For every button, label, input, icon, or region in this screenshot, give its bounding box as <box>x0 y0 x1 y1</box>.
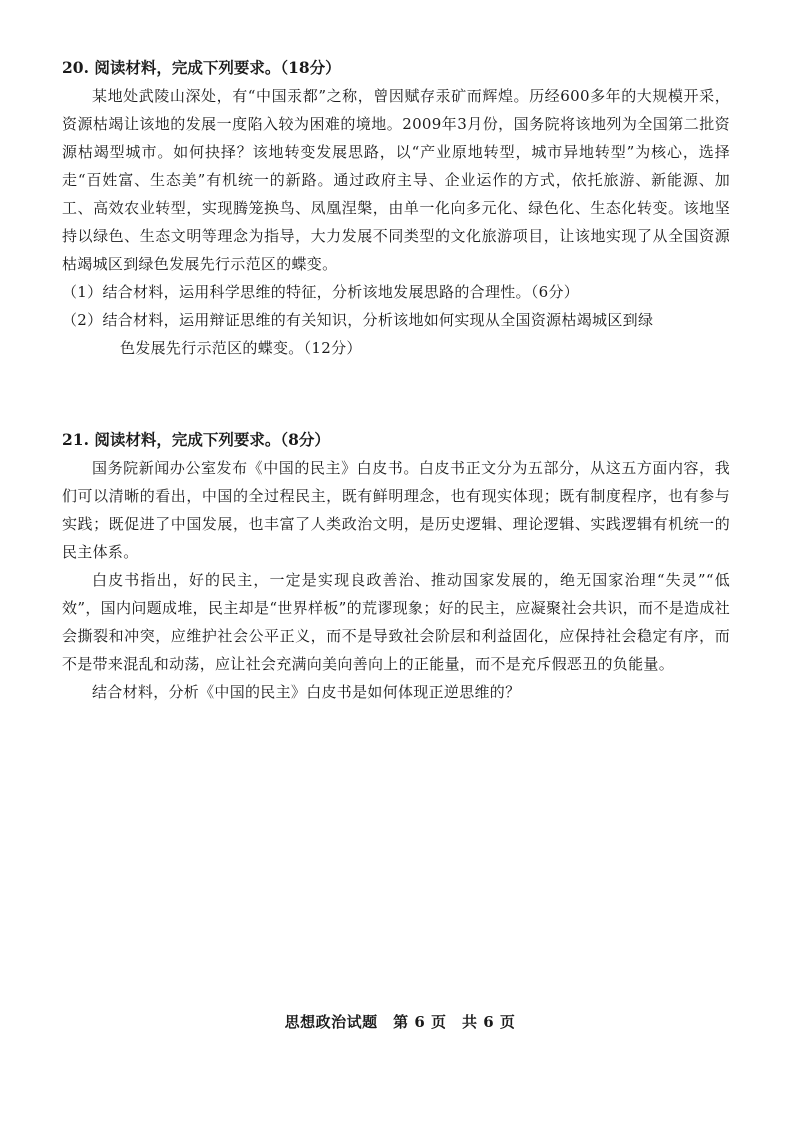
question-20-sub-2-line-1: （2）结合材料，运用辩证思维的有关知识，分析该地如何实现从全国资源枯竭城区到绿 <box>62 311 654 329</box>
page-footer: 思想政治试题 第 6 页 共 6 页 <box>284 1013 516 1031</box>
question-20-heading: 20. 阅读材料，完成下列要求。（18分） <box>62 58 341 77</box>
question-20-material: 某地处武陵山深处，有“中国汞都”之称，曾因赋存汞矿而辉煌。历经600多年的大规模开采，资源枯竭让该地的发展一度陷入较为困难的境地。2009年3月份，国务院将该地列为全国第二批资源枯竭型城市。如何抉择？该地转变发展思路，以“产业原地转型，城市异地转型”为核心，选择走“百姓富、生态美”有机统一的新路。通过政府主导、企业运作的方式，依托旅游、新能源、加工、高效农业转型，实现腾笼换鸟、凤凰涅槃，由单一化向多元化、绿色化、生态化转变。该地坚持以绿色、生态文明等理念为指导，大力发展不同类型的文化旅游项目，让该地实现了从全国资源枯竭城区到绿色发展先行示范区的蝶变。 <box>62 87 730 273</box>
question-20-sub-1: （1）结合材料，运用科学思维的特征，分析该地发展思路的合理性。（6分） <box>62 283 580 301</box>
question-21 <box>62 426 730 706</box>
question-21-paragraph-1: 国务院新闻办公室发布《中国的民主》白皮书。白皮书正文分为五部分，从这五方面内容，我们可以清晰的看出，中国的全过程民主，既有鲜明理念，也有现实体现；既有制度程序，也有参与实践；既促进了中国发展，也丰富了人类政治文明，是历史逻辑、理论逻辑、实践逻辑有机统一的民主体系。 <box>62 459 730 561</box>
question-21-heading: 21. 阅读材料，完成下列要求。（8分） <box>62 430 330 449</box>
question-21-paragraph-2: 白皮书指出，好的民主，一定是实现良政善治、推动国家发展的，绝无国家治理“失灵”“低效”，国内问题成堆，民主却是“世界样板”的荒谬现象；好的民主，应凝聚社会共识，而不是造成社会撕裂和冲突，应维护社会公平正义，而不是导致社会阶层和利益固化，应保持社会稳定有序，而不是带来混乱和动荡，应让社会充满向美向善向上的正能量，而不是充斥假恶丑的负能量。 <box>62 571 730 673</box>
question-21-question: 结合材料，分析《中国的民主》白皮书是如何体现正逆思维的？ <box>92 683 521 701</box>
question-20 <box>62 54 730 362</box>
question-20-sub-2-line-2: 色发展先行示范区的蝶变。（12分） <box>120 339 362 357</box>
